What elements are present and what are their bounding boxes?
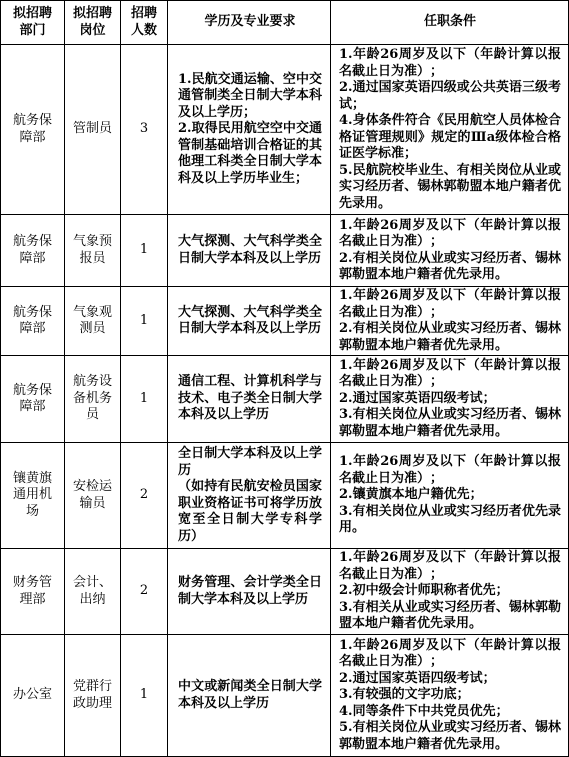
header-education — [168, 1, 331, 45]
condition-item: 3.有相关从业或实习经历者、锡林郭勒盟本地户籍者优先录用。 — [339, 599, 561, 632]
education-item: 全日制大学本科及以上学历 — [178, 446, 322, 478]
condition-item: 2.通过国家英语四级或公共英语三级考试； — [339, 80, 561, 112]
conditions-cell — [331, 287, 569, 356]
condition-item: 4.同等条件下中共党员优先； — [339, 703, 509, 719]
position-cell — [65, 45, 121, 215]
education-cell — [168, 635, 331, 757]
department-cell — [1, 443, 65, 549]
education-item: 大气探测、大气科学类全日制大学本科及以上学历 — [178, 234, 322, 266]
condition-item: 3.有相关岗位从业或实习经历者优先录用。 — [339, 503, 561, 536]
position-label: 党群行政助理 — [72, 679, 112, 711]
header-count — [121, 1, 168, 45]
count-value: 1 — [139, 390, 149, 406]
condition-item: 1.年龄26周岁及以下（年龄计算以报名截止日为准）； — [339, 47, 561, 79]
position-cell — [65, 443, 121, 549]
education-item: 1.民航交通运输、空中交通管制类全日制大学本科及以上学历； — [178, 71, 322, 120]
count-cell — [121, 215, 168, 287]
position-label: 安检运输员 — [72, 479, 112, 511]
education-cell — [168, 45, 331, 215]
conditions-cell — [331, 45, 569, 215]
condition-item: 1.年龄26周岁及以下（年龄计算以报名截止日为准）； — [339, 217, 561, 249]
condition-item: 2.通过国家英语四级考试； — [339, 390, 496, 406]
count-value: 1 — [139, 242, 149, 258]
count-value: 2 — [139, 583, 149, 599]
position-cell — [65, 215, 121, 287]
condition-item: 2.有相关岗位从业或实习经历者、锡林郭勒盟本地户籍者优先录用。 — [339, 250, 561, 282]
department-cell — [1, 549, 65, 635]
condition-item: 5.民航院校毕业生、有相关岗位从业或实习经历者、锡林郭勒盟本地户籍者优先录用。 — [339, 162, 561, 211]
header-position — [65, 1, 121, 45]
count-cell — [121, 549, 168, 635]
condition-item: 1.年龄26周岁及以下（年龄计算以报名截止日为准）； — [339, 357, 561, 390]
conditions-cell — [331, 549, 569, 635]
department-label: 航务保障部 — [12, 234, 52, 266]
education-item: 中文或新闻类全日制大学本科及以上学历 — [178, 679, 322, 711]
header-position-label: 拟招聘岗位 — [72, 6, 112, 38]
count-value: 1 — [139, 312, 149, 328]
position-label: 航务设备机务员 — [72, 374, 112, 423]
position-label: 会计、出纳 — [72, 575, 112, 607]
count-value: 3 — [139, 121, 149, 137]
header-conditions-label: 任职条件 — [423, 14, 476, 30]
department-label: 航务保障部 — [12, 382, 52, 414]
header-conditions — [331, 1, 569, 45]
department-label: 财务管理部 — [12, 575, 52, 607]
condition-item: 4.身体条件符合《民用航空人员体检合格证管理规则》规定的Ⅲa级体检合格证医学标准； — [339, 113, 561, 161]
education-cell — [168, 356, 331, 443]
count-cell — [121, 287, 168, 356]
conditions-cell — [331, 215, 569, 287]
condition-item: 1.年龄26周岁及以下（年龄计算以报名截止日为准）； — [339, 550, 561, 582]
education-cell — [168, 443, 331, 549]
count-value: 1 — [139, 687, 149, 703]
count-cell — [121, 356, 168, 443]
department-cell — [1, 356, 65, 443]
education-cell — [168, 215, 331, 287]
condition-item: 2.镶黄旗本地户籍优先； — [339, 487, 483, 503]
department-cell — [1, 635, 65, 757]
condition-item: 1.年龄26周岁及以下（年龄计算以报名截止日为准）； — [339, 454, 561, 486]
department-label: 航务保障部 — [12, 304, 52, 336]
conditions-cell — [331, 635, 569, 757]
count-cell — [121, 45, 168, 215]
conditions-cell — [331, 443, 569, 549]
education-item: （如持有民航安检员国家职业资格证书可将学历放宽至全日制大学专科学历） — [178, 479, 322, 544]
header-department-label: 拟招聘部门 — [12, 6, 52, 38]
department-label: 办公室 — [12, 687, 52, 703]
education-cell — [168, 549, 331, 635]
department-cell — [1, 45, 65, 215]
count-cell — [121, 635, 168, 757]
condition-item: 2.通过国家英语四级考试； — [339, 670, 496, 686]
condition-item: 2.有相关岗位从业或实习经历者、锡林郭勒盟本地户籍者优先录用。 — [339, 321, 561, 353]
department-label: 镶黄旗通用机场 — [12, 470, 52, 519]
header-department — [1, 1, 65, 45]
condition-item: 3.有相关岗位从业或实习经历者、锡林郭勒盟本地户籍者优先录用。 — [339, 407, 561, 439]
conditions-cell — [331, 356, 569, 443]
education-item: 2.取得民用航空空中交通管制基础培训合格证的其他理工科类全日制大学本科及以上学历毕业生； — [178, 121, 322, 186]
education-item: 财务管理、会计学类全日制大学本科及以上学历 — [178, 575, 322, 607]
count-cell — [121, 443, 168, 549]
department-label: 航务保障部 — [12, 113, 52, 145]
condition-item: 1.年龄26周岁及以下（年龄计算以报名截止日为准）； — [339, 637, 561, 670]
position-cell — [65, 635, 121, 757]
department-cell — [1, 215, 65, 287]
department-cell — [1, 287, 65, 356]
education-item: 通信工程、计算机科学与技术、电子类全日制大学本科及以上学历 — [178, 374, 322, 423]
condition-item: 5.有相关岗位从业或实习经历者、锡林郭勒盟本地户籍者优先录用。 — [339, 720, 561, 752]
condition-item: 2.初中级会计师职称者优先； — [339, 583, 509, 599]
count-value: 2 — [139, 487, 149, 503]
position-cell — [65, 356, 121, 443]
position-cell — [65, 287, 121, 356]
position-label: 管制员 — [72, 121, 112, 137]
header-count-label: 招聘人数 — [130, 6, 157, 38]
position-label: 气象观测员 — [72, 304, 112, 336]
header-education-label: 学历及专业要求 — [204, 14, 296, 30]
education-cell — [168, 287, 331, 356]
position-cell — [65, 549, 121, 635]
position-label: 气象预报员 — [72, 234, 112, 266]
education-item: 大气探测、大气科学类全日制大学本科及以上学历 — [178, 304, 322, 336]
condition-item: 3.有较强的文字功底； — [339, 687, 470, 703]
condition-item: 1.年龄26周岁及以下（年龄计算以报名截止日为准）； — [339, 288, 561, 320]
